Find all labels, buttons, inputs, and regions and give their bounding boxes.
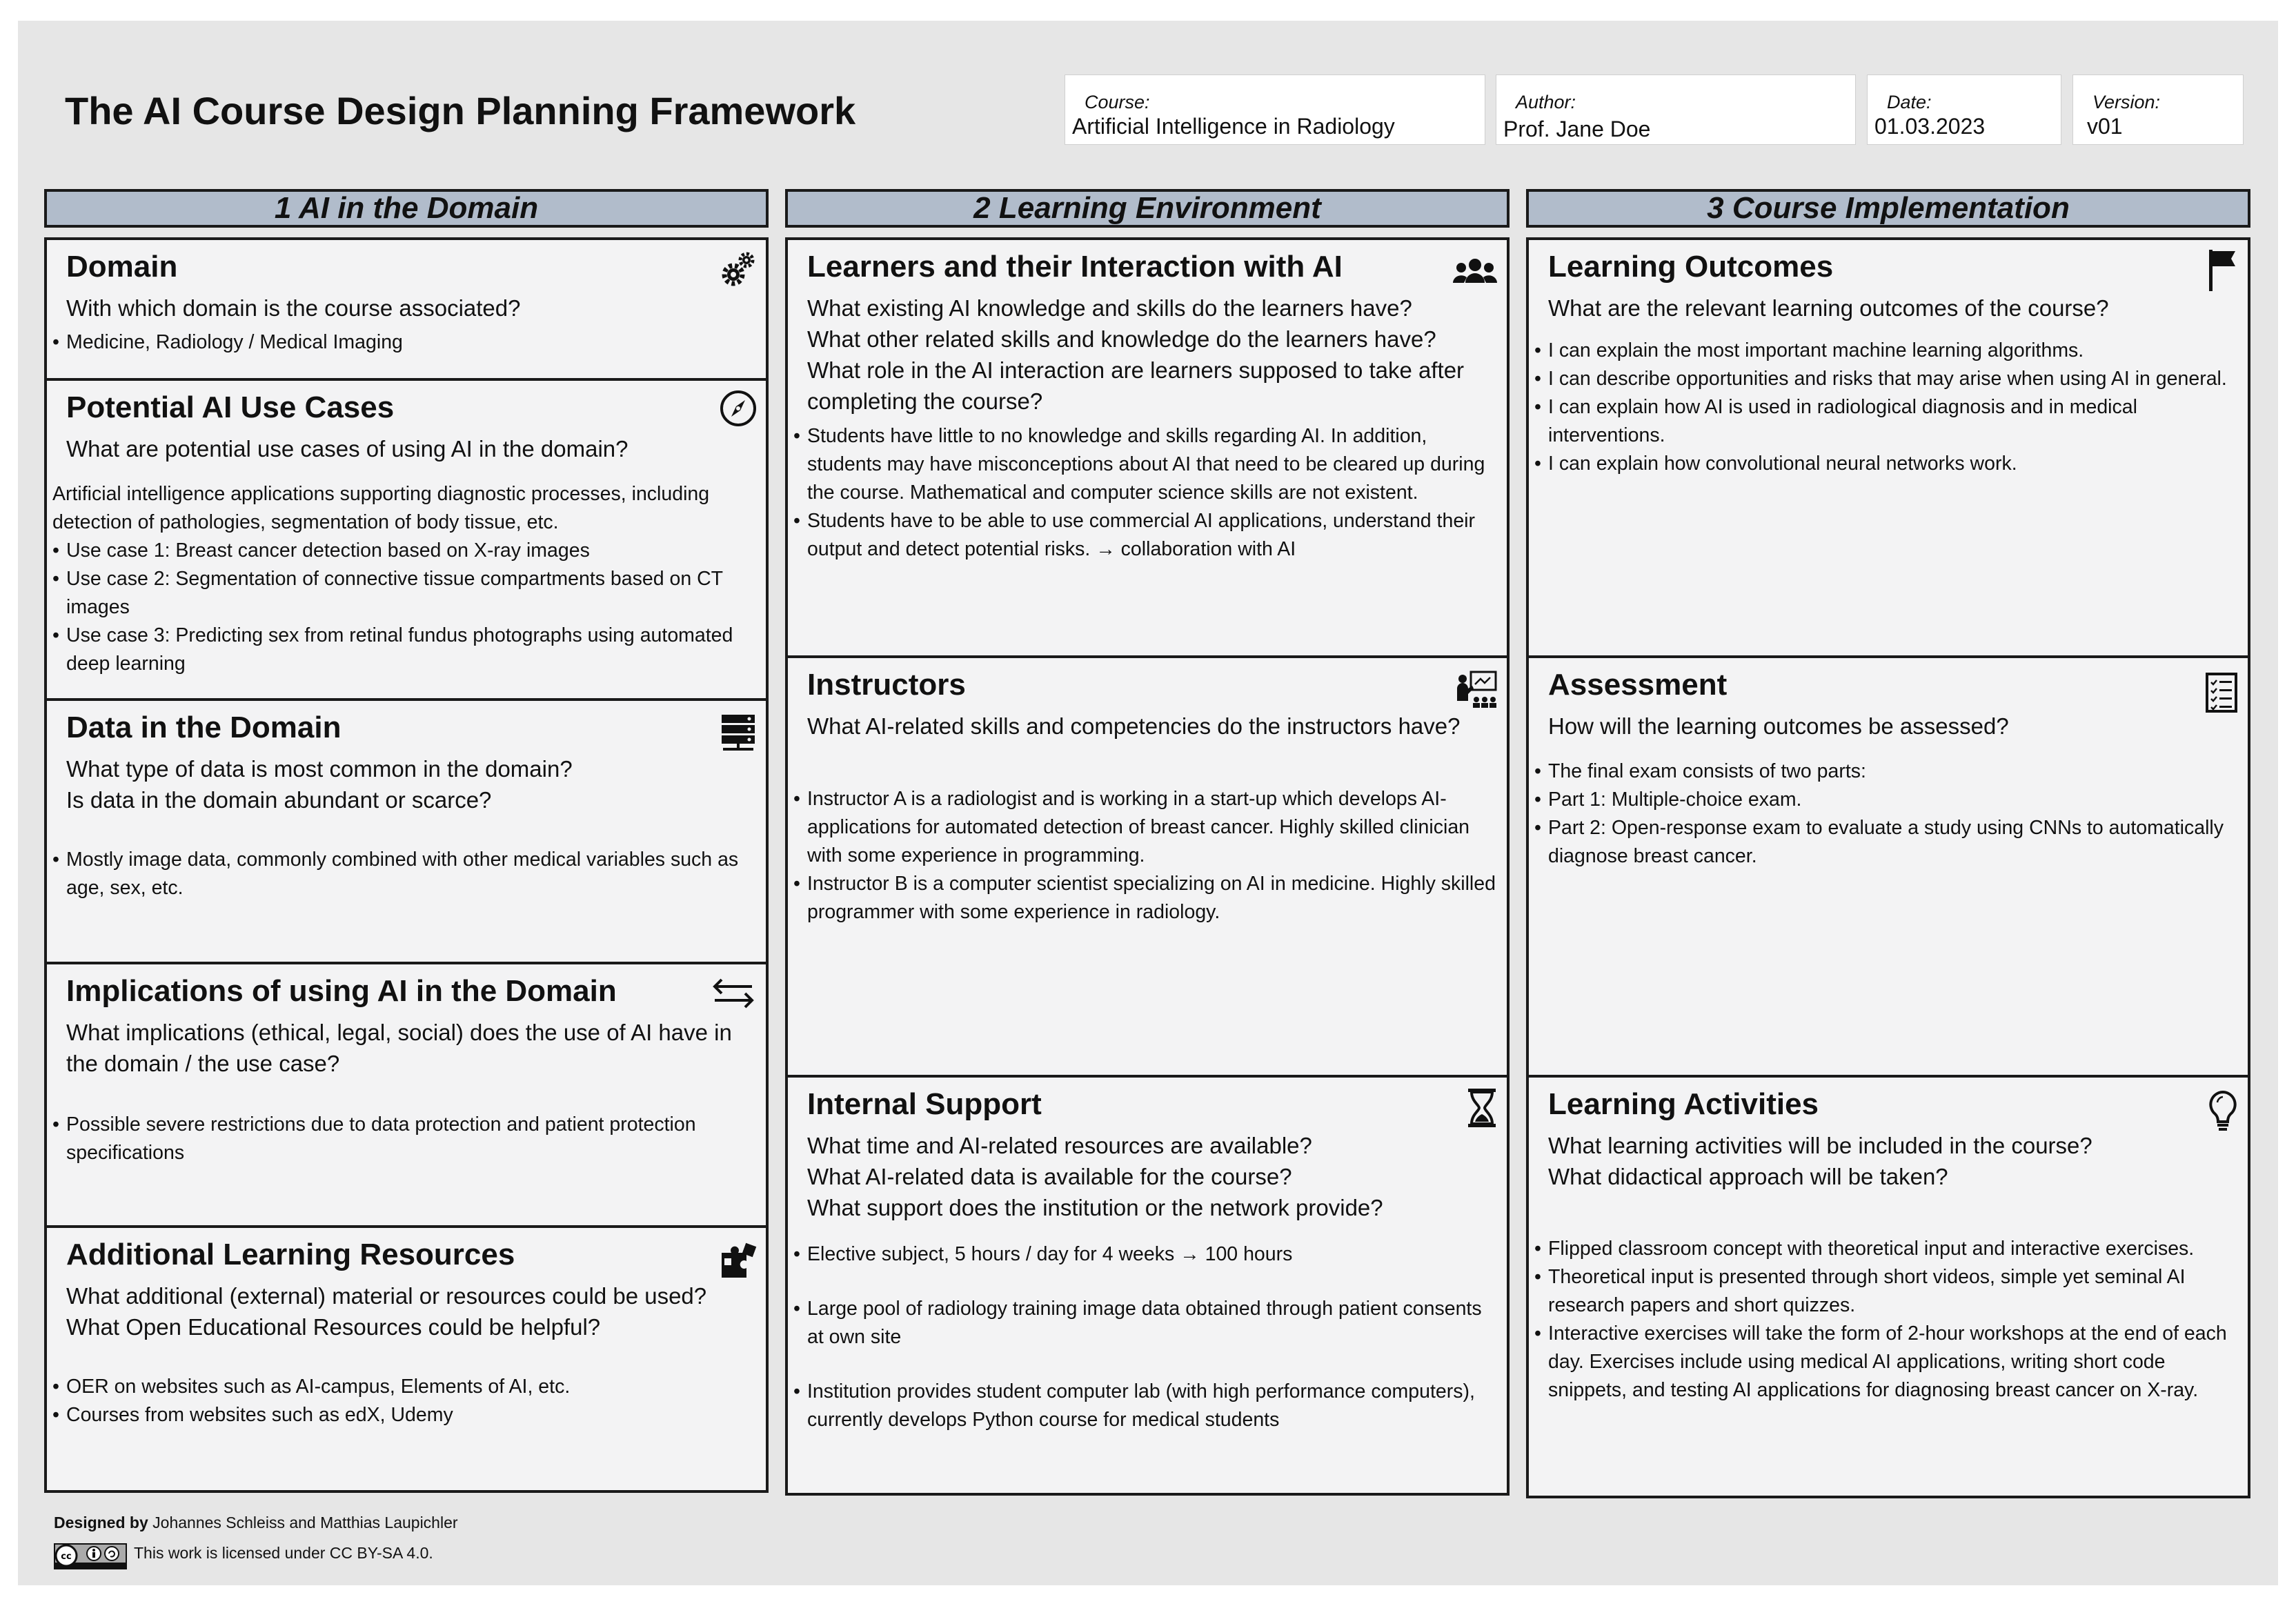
internal-support-box[interactable] xyxy=(785,1075,1510,1496)
version-label: Version: xyxy=(2092,92,2161,112)
implications-box[interactable] xyxy=(44,962,769,1228)
data-domain-box[interactable] xyxy=(44,698,769,964)
data-domain-answers xyxy=(52,846,756,902)
version-field[interactable] xyxy=(2072,75,2244,145)
learners-question-2: What other related skills and knowledge do the learners have? xyxy=(807,326,1436,352)
learning-activities-answers xyxy=(1534,1235,2238,1405)
resources-box[interactable] xyxy=(44,1225,769,1493)
internal-support-title: Internal Support xyxy=(807,1087,1042,1121)
svg-text:cc: cc xyxy=(61,1552,72,1562)
learners-question-1: What existing AI knowledge and skills do the learners have? xyxy=(807,295,1412,321)
implications-answers xyxy=(52,1111,756,1167)
author-field[interactable] xyxy=(1496,75,1856,145)
domain-question: With which domain is the course associated? xyxy=(66,295,521,321)
resources-title: Additional Learning Resources xyxy=(66,1238,515,1271)
date-value: 01.03.2023 xyxy=(1874,114,1986,139)
domain-title: Domain xyxy=(66,250,178,284)
implications-question: What implications (ethical, legal, social) does the use of AI have in the domain / the use case? xyxy=(66,1020,732,1076)
list-item: • Use case 3: Predicting sex from retinal fundus photographs using automated deep learning xyxy=(52,622,756,678)
column-header-environment: 2 Learning Environment xyxy=(785,189,1510,228)
list-item: • I can explain the most important machine learning algorithms. xyxy=(1534,337,2238,365)
list-item: • I can explain how convolutional neural networks work. xyxy=(1534,450,2238,478)
list-item: • Part 1: Multiple-choice exam. xyxy=(1534,786,2238,814)
list-item: • Large pool of radiology training image data obtained through patient consents at own site xyxy=(793,1295,1497,1351)
resources-answers xyxy=(52,1373,756,1429)
list-item: • Courses from websites such as edX, Udemy xyxy=(52,1401,756,1429)
date-label: Date: xyxy=(1887,92,1932,112)
teacher-board-icon xyxy=(1454,671,1498,709)
use-cases-title: Potential AI Use Cases xyxy=(66,390,395,424)
instructors-box[interactable] xyxy=(785,655,1510,1078)
internal-support-question-1: What time and AI-related resources are available? xyxy=(807,1133,1312,1158)
list-item: • Institution provides student computer lab (with high performance computers), currently develops Python course for medical students xyxy=(793,1378,1497,1434)
server-icon xyxy=(719,713,758,752)
cc-by-sa-badge-icon[interactable] xyxy=(54,1543,127,1569)
gears-icon xyxy=(719,250,758,288)
list-item: • Theoretical input is presented through short videos, simple yet seminal AI research papers and short quizzes. xyxy=(1534,1263,2238,1320)
domain-box[interactable] xyxy=(44,237,769,381)
assessment-box[interactable] xyxy=(1526,655,2250,1078)
list-item: • Students have to be able to use commercial AI applications, understand their output and detect potential risks. → collaboration with AI xyxy=(793,507,1497,564)
learning-outcomes-question: What are the relevant learning outcomes of the course? xyxy=(1548,295,2109,321)
list-item: • Instructor A is a radiologist and is working in a start-up which develops AI-applications for automated detection of breast cancer. Highly skilled clinician with some experience in programming. xyxy=(793,785,1497,870)
data-domain-title: Data in the Domain xyxy=(66,711,342,744)
assessment-title: Assessment xyxy=(1548,668,1728,702)
list-item: • Students have little to no knowledge and skills regarding AI. In addition, students may have misconceptions about AI that need to be cleared up during the course. Mathematical and computer science skills are not existent. xyxy=(793,422,1497,507)
designed-by-label: Designed by xyxy=(54,1514,148,1531)
learners-question-3: What role in the AI interaction are learners supposed to take after completing the course? xyxy=(807,357,1465,414)
list-item: • Medicine, Radiology / Medical Imaging xyxy=(52,328,756,357)
course-value: Artificial Intelligence in Radiology xyxy=(1072,114,1395,139)
page-title: The AI Course Design Planning Framework xyxy=(65,89,856,132)
learners-title: Learners and their Interaction with AI xyxy=(807,250,1343,284)
users-icon xyxy=(1452,252,1498,291)
learning-activities-title: Learning Activities xyxy=(1548,1087,1819,1121)
assessment-answers xyxy=(1534,757,2238,871)
learning-activities-question-2: What didactical approach will be taken? xyxy=(1548,1164,1948,1189)
learning-outcomes-title: Learning Outcomes xyxy=(1548,250,1834,284)
internal-support-question-2: What AI-related data is available for the course? xyxy=(807,1164,1292,1189)
hourglass-icon xyxy=(1465,1087,1498,1129)
learning-outcomes-answers xyxy=(1534,337,2238,478)
internal-support-question-3: What support does the institution or the network provide? xyxy=(807,1195,1383,1220)
instructors-title: Instructors xyxy=(807,668,966,702)
data-domain-question-1: What type of data is most common in the domain? xyxy=(66,756,573,782)
list-item: • Flipped classroom concept with theoretical input and interactive exercises. xyxy=(1534,1235,2238,1263)
domain-answers xyxy=(52,328,756,357)
list-item: • Use case 1: Breast cancer detection based on X-ray images xyxy=(52,537,756,565)
instructors-question: What AI-related skills and competencies do the instructors have? xyxy=(807,713,1461,739)
learning-activities-box[interactable] xyxy=(1526,1075,2250,1498)
author-label: Author: xyxy=(1516,92,1576,112)
author-value: Prof. Jane Doe xyxy=(1503,117,1651,141)
use-cases-intro: Artificial intelligence applications supporting diagnostic processes, including detection of pathologies, segmentation of body tissue, etc. xyxy=(52,483,710,533)
use-cases-answers xyxy=(52,537,756,678)
data-domain-question-2: Is data in the domain abundant or scarce? xyxy=(66,787,492,813)
use-cases-box[interactable] xyxy=(44,378,769,701)
resources-question-2: What Open Educational Resources could be helpful? xyxy=(66,1314,601,1340)
list-item: • Mostly image data, commonly combined with other medical variables such as age, sex, etc. xyxy=(52,846,756,902)
list-item: • The final exam consists of two parts: xyxy=(1534,757,2238,786)
list-item: • Possible severe restrictions due to data protection and patient protection specifications xyxy=(52,1111,756,1167)
list-item: • Elective subject, 5 hours / day for 4 weeks → 100 hours xyxy=(793,1240,1497,1269)
assessment-question: How will the learning outcomes be assessed? xyxy=(1548,713,2009,739)
column-header-domain: 1 AI in the Domain xyxy=(44,189,769,228)
list-item: • OER on websites such as AI-campus, Elements of AI, etc. xyxy=(52,1373,756,1401)
compass-icon xyxy=(719,389,758,428)
list-item: • I can describe opportunities and risks that may arise when using AI in general. xyxy=(1534,365,2238,393)
implications-title: Implications of using AI in the Domain xyxy=(66,974,617,1008)
list-item: • Part 2: Open-response exam to evaluate a study using CNNs to automatically diagnose breast cancer. xyxy=(1534,814,2238,871)
course-label: Course: xyxy=(1085,92,1150,112)
flag-icon xyxy=(2205,248,2239,293)
list-item: • Interactive exercises will take the form of 2-hour workshops at the end of each day. Exercises include using medical AI applications, writing short code snippets, and testing AI applications for diagnosing breast cancer on X-ray. xyxy=(1534,1320,2238,1405)
internal-support-answers xyxy=(793,1240,1497,1434)
column-header-implementation: 3 Course Implementation xyxy=(1526,189,2250,228)
version-value: v01 xyxy=(2087,114,2123,139)
learners-answers xyxy=(793,422,1497,564)
learners-box[interactable] xyxy=(785,237,1510,658)
license-text: This work is licensed under CC BY-SA 4.0. xyxy=(134,1544,433,1562)
resources-question-1: What additional (external) material or resources could be used? xyxy=(66,1283,707,1309)
course-field[interactable] xyxy=(1065,75,1485,145)
designer-names: Johannes Schleiss and Matthias Laupichler xyxy=(152,1514,458,1531)
learning-outcomes-box[interactable] xyxy=(1526,237,2250,658)
checklist-icon xyxy=(2205,672,2238,713)
lightbulb-icon xyxy=(2208,1090,2238,1133)
instructors-answers xyxy=(793,785,1497,926)
exchange-arrows-icon xyxy=(709,974,758,1013)
date-field[interactable] xyxy=(1867,75,2061,145)
puzzle-icon xyxy=(719,1242,758,1280)
use-cases-question: What are potential use cases of using AI in the domain? xyxy=(66,436,629,462)
learning-activities-question-1: What learning activities will be included in the course? xyxy=(1548,1133,2092,1158)
list-item: • Use case 2: Segmentation of connective tissue compartments based on CT images xyxy=(52,565,756,622)
list-item: • I can explain how AI is used in radiological diagnosis and in medical interventions. xyxy=(1534,393,2238,450)
designer-credit xyxy=(54,1514,458,1532)
list-item: • Instructor B is a computer scientist specializing on AI in medicine. Highly skilled programmer with some experience in radiology. xyxy=(793,870,1497,926)
